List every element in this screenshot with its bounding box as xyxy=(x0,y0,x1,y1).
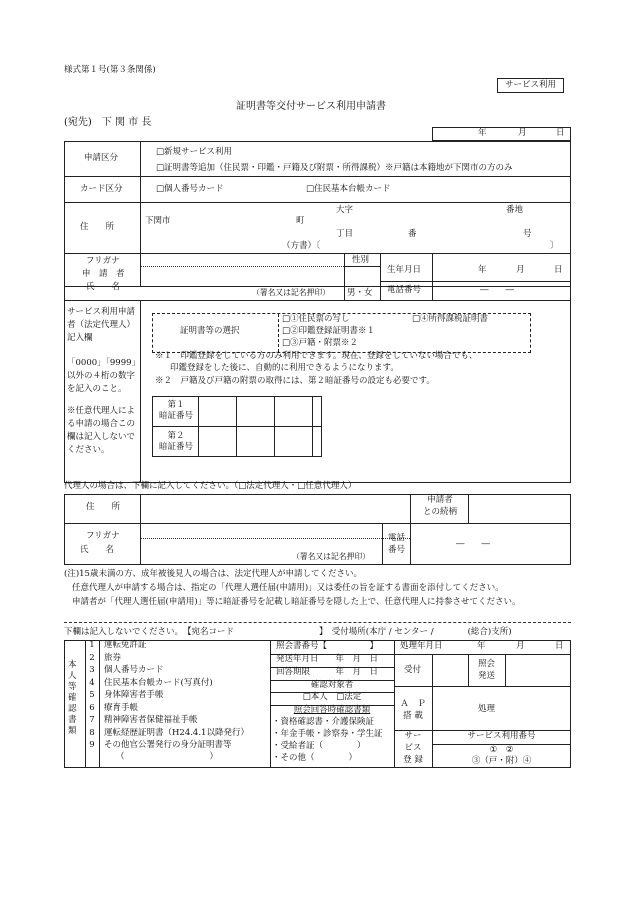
service-note-section: サービス利用申請者（法定代理人）記入欄 xyxy=(67,307,136,343)
stamp-label: サービス利用 xyxy=(504,80,556,90)
id-item-number: 1 xyxy=(89,640,95,650)
ref-doc-item[interactable]: ・資格確認書・介護保険証 xyxy=(272,717,375,727)
cert-option-1[interactable]: □①住民票の写し xyxy=(282,314,350,324)
applicant-furigana-label: フリガナ xyxy=(86,256,120,266)
cert-select-label: 証明書等の選択 xyxy=(180,326,240,336)
cert-option-3[interactable]: □③戸籍・附票※２ xyxy=(282,338,359,348)
address-label: 住 所 xyxy=(80,222,115,232)
service-number-2: ③（戸・附）④ xyxy=(471,756,532,766)
applicant-name-input[interactable] xyxy=(142,268,342,284)
service-footnote-1b: 印鑑登録をした後に、自動的に利用できるようになります。 xyxy=(170,363,399,373)
id-item[interactable]: 運転経歴証明書（H24.4.1以降発行） xyxy=(104,727,249,738)
date-year: 年 xyxy=(478,128,487,138)
app-type-label: 申請区分 xyxy=(84,153,119,163)
inquiry-a: 照会 xyxy=(477,659,495,669)
dob-month: 月 xyxy=(516,265,525,275)
address-kata: （方書）〔 xyxy=(282,241,321,251)
confirm-options[interactable]: □本人 □法定 xyxy=(302,692,362,702)
address-kata-close: 〕 xyxy=(550,241,559,251)
id-item-number: 3 xyxy=(89,665,95,675)
ref-doc-item[interactable]: ・その他（ ） xyxy=(272,753,358,763)
address-banchi: 番地 xyxy=(506,205,524,215)
sent-date: 発送年月日 年 月 日 xyxy=(276,654,379,664)
id-item-number: 2 xyxy=(89,652,95,663)
reply-due: 回答期限 年 月 日 xyxy=(276,667,379,677)
agent-address-input[interactable] xyxy=(142,496,408,522)
service-reg-c: 登 録 xyxy=(403,755,423,765)
office-header: 下欄は記入しないでください。 【宛名コード 】 受付場所(本庁 / センター / (総合)支所) xyxy=(64,627,512,637)
agent-relation-b: との続柄 xyxy=(422,507,457,517)
id-item9-paren: （ ） xyxy=(116,752,219,762)
dob-label: 生年月日 xyxy=(387,265,422,275)
id-item[interactable]: 旅券 xyxy=(104,652,122,663)
addressee: (宛先) 下 関 市 長 xyxy=(64,117,152,128)
processing-label: 処理 xyxy=(478,704,496,714)
note-3: 申請者が「代理人選任届(申請用)」等に暗証番号を記載し暗証番号を隠した上で、任意代理人に持参させてください。 xyxy=(72,597,521,607)
card-type-juki[interactable]: □住民基本台帳カード xyxy=(306,184,391,194)
inquiry-b: 発送 xyxy=(477,671,495,681)
ref-doc-item[interactable]: ・受給者証（ ） xyxy=(272,741,366,751)
id-item[interactable]: 身体障害者手帳 xyxy=(104,690,164,700)
agent-address-label: 住 所 xyxy=(86,502,121,512)
id-item-number: 9 xyxy=(89,740,95,750)
id-item[interactable]: 精神障害者保健福祉手帳 xyxy=(104,715,198,725)
id-docs-label: 本人等確認書類 xyxy=(68,660,77,736)
service-footnote-2: ※２ 戸籍及び戸籍の附票の取得には、第２暗証番号の設定も必要です。 xyxy=(155,376,435,386)
process-year: 年 xyxy=(477,641,486,651)
agent-name-label: 氏 名 xyxy=(80,545,115,555)
applicant-signature-note: （署名又は記名押印） xyxy=(252,288,330,297)
form-title: 証明書等交付サービス利用申請書 xyxy=(236,101,386,112)
ref-docs-label: 照会回答時確認書類 xyxy=(293,705,371,715)
app-type-new[interactable]: □新規サービス利用 xyxy=(156,147,233,157)
id-item[interactable]: その他官公署発行の身分証明書等 xyxy=(104,740,232,750)
service-reg-b: ビス xyxy=(404,743,422,753)
cert-option-4[interactable]: □④所得課税証明書 xyxy=(412,314,489,324)
id-item-number: 5 xyxy=(89,690,95,700)
applicant-name-label: 氏 名 xyxy=(86,282,121,292)
pin2-label-a: 第２ xyxy=(167,431,185,441)
dob-year: 年 xyxy=(478,265,487,275)
id-item-number: 7 xyxy=(89,715,95,725)
service-note-pin-rule: 「0000」「9999」以外の４桁の数字を記入のこと。 xyxy=(67,358,136,394)
dob-day: 日 xyxy=(554,265,563,275)
service-footnote-1a: ※１ 印鑑登録をしている方のみ利用できます。現在、登録をしていない場合でも、 xyxy=(155,351,478,361)
process-date-label: 処理年月日 xyxy=(400,641,443,651)
note-1: (注)15歳未満の方、成年被後見人の場合は、法定代理人が申請してください。 xyxy=(64,569,362,579)
pin1-label-b: 暗証番号 xyxy=(158,411,193,421)
app-type-add[interactable]: □証明書等追加（住民票・印鑑・戸籍及び附票・所得課税）※戸籍は本籍地が下関市の方のみ xyxy=(156,163,513,173)
agent-phone-b: 番号 xyxy=(388,545,406,555)
agent-signature-note: （署名又は記名押印） xyxy=(292,552,370,561)
received-label: 受付 xyxy=(404,665,422,675)
form-number: 様式第１号(第３条関係) xyxy=(64,65,156,75)
ap-a: Ａ Ｐ xyxy=(400,699,426,709)
ref-doc-item[interactable]: ・年金手帳・診察券・学生証 xyxy=(272,729,383,739)
applicant-furigana-input[interactable] xyxy=(142,255,342,265)
id-item[interactable]: 運転免許証 xyxy=(104,640,147,650)
sex-label: 性別 xyxy=(352,255,370,265)
cert-option-2[interactable]: □②印鑑登録証明書※１ xyxy=(282,326,376,336)
id-item-number: 8 xyxy=(89,727,95,738)
agent-phone-value[interactable]: ― ― xyxy=(456,539,491,549)
address-city: 下関市 xyxy=(145,216,171,226)
address-ban: 番 xyxy=(408,229,417,239)
ref-number: 照会書番号【 】 xyxy=(276,641,379,651)
stamp-box xyxy=(497,78,564,93)
date-day: 日 xyxy=(556,128,565,138)
date-box[interactable] xyxy=(432,127,571,141)
id-item-number: 6 xyxy=(89,702,95,713)
sex-value[interactable]: 男・女 xyxy=(347,288,373,298)
process-month: 月 xyxy=(516,641,525,651)
address-daiaza: 大字 xyxy=(336,205,354,215)
confirm-target: 確認対象者 xyxy=(310,680,354,690)
agent-relation-a: 申請者 xyxy=(427,495,453,505)
agent-phone-a: 電話 xyxy=(388,533,406,543)
card-type-label: カード区分 xyxy=(80,184,123,194)
id-item[interactable]: 住民基本台帳カード(写真付) xyxy=(104,677,213,688)
phone-value[interactable]: ― ― xyxy=(480,285,515,295)
service-reg-a: サー xyxy=(404,731,422,741)
service-note-agent: ※任意代理人による申請の場合この欄は記入しないでください。 xyxy=(67,406,136,455)
address-go: 号 xyxy=(523,229,532,239)
pin1-digits[interactable] xyxy=(199,397,311,425)
service-number-label: サービス利用番号 xyxy=(467,731,536,741)
phone-label: 電話番号 xyxy=(387,285,422,295)
pin1-label-a: 第１ xyxy=(167,400,185,410)
address-machi: 町 xyxy=(296,216,305,226)
service-number-1: ① ② xyxy=(489,745,514,755)
ap-b: 搭 載 xyxy=(403,711,423,721)
process-day: 日 xyxy=(555,641,564,651)
id-item[interactable]: 療育手帳 xyxy=(104,702,139,713)
id-item-number: 4 xyxy=(89,677,95,688)
address-chome: 丁目 xyxy=(336,229,354,239)
card-type-mynumber[interactable]: □個人番号カード xyxy=(156,184,224,194)
agent-intro: 代理人の場合は、下欄に記入してください。（□法定代理人・□任意代理人） xyxy=(64,481,357,491)
agent-furigana-label: フリガナ xyxy=(86,531,120,541)
pin2-digits[interactable] xyxy=(199,427,311,456)
date-month: 月 xyxy=(518,128,527,138)
pin2-label-b: 暗証番号 xyxy=(158,442,193,452)
agent-relation-input[interactable] xyxy=(470,496,569,522)
address-input[interactable] xyxy=(144,204,564,251)
applicant-label: 申 請 者 xyxy=(82,269,125,279)
id-item[interactable]: 個人番号カード xyxy=(104,665,164,675)
note-2: 任意代理人が申請する場合は、指定の「代理人選任届(申請用)」又は委任の旨を証する書面を添付してください。 xyxy=(72,583,504,593)
